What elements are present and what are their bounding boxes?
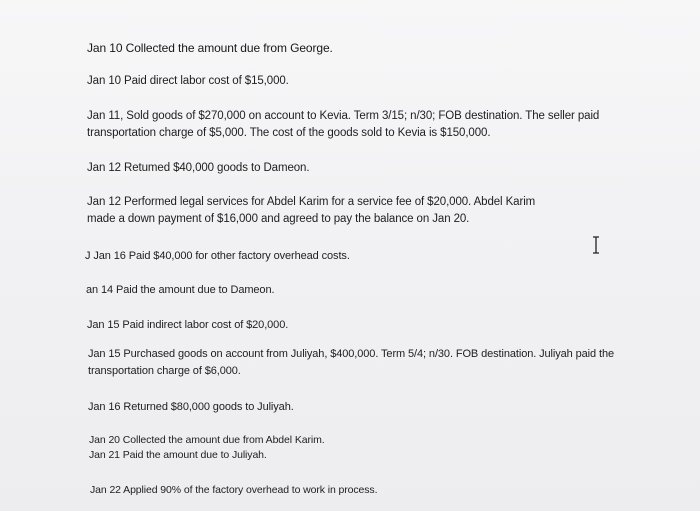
transaction-line-continuation: transportation charge of $5,000. The cost of the goods sold to Kevia is $150,000.: [87, 127, 491, 139]
transaction-line: Jan 12 Performed legal services for Abdel Karim for a service fee of $20,000. Abdel Karim: [87, 196, 536, 208]
transaction-line: Jan 11, Sold goods of $270,000 on account to Kevia. Term 3/15; n/30; FOB destination. The seller paid: [87, 110, 600, 122]
transaction-line: Jan 20 Collected the amount due from Abdel Karim.: [89, 434, 325, 446]
transaction-line: an 14 Paid the amount due to Dameon.: [86, 284, 275, 296]
transaction-line: Jan 10 Collected the amount due from George.: [87, 41, 333, 55]
transaction-line: Jan 10 Paid direct labor cost of $15,000.: [87, 75, 289, 87]
transaction-line: Jan 16 Returned $80,000 goods to Juliyah.: [88, 401, 294, 413]
transaction-line: Jan 15 Paid indirect labor cost of $20,000.: [87, 319, 289, 331]
transaction-line: Jan 12 Retumed $40,000 goods to Dameon.: [87, 162, 310, 174]
transaction-line: J Jan 16 Paid $40,000 for other factory overhead costs.: [85, 250, 350, 262]
transaction-line: Jan 22 Applied 90% of the factory overhead to work in process.: [90, 484, 378, 496]
transaction-line-continuation: transportation charge of $6,000.: [88, 365, 241, 377]
transaction-line: Jan 21 Paid the amount due to Juliyah.: [89, 449, 267, 461]
text-cursor-icon: [591, 236, 601, 254]
transaction-line: Jan 15 Purchased goods on account from Juliyah, $400,000. Term 5/4; n/30. FOB destination. Juliyah paid the: [88, 348, 614, 360]
transaction-line-continuation: made a down payment of $16,000 and agreed to pay the balance on Jan 20.: [87, 213, 470, 225]
